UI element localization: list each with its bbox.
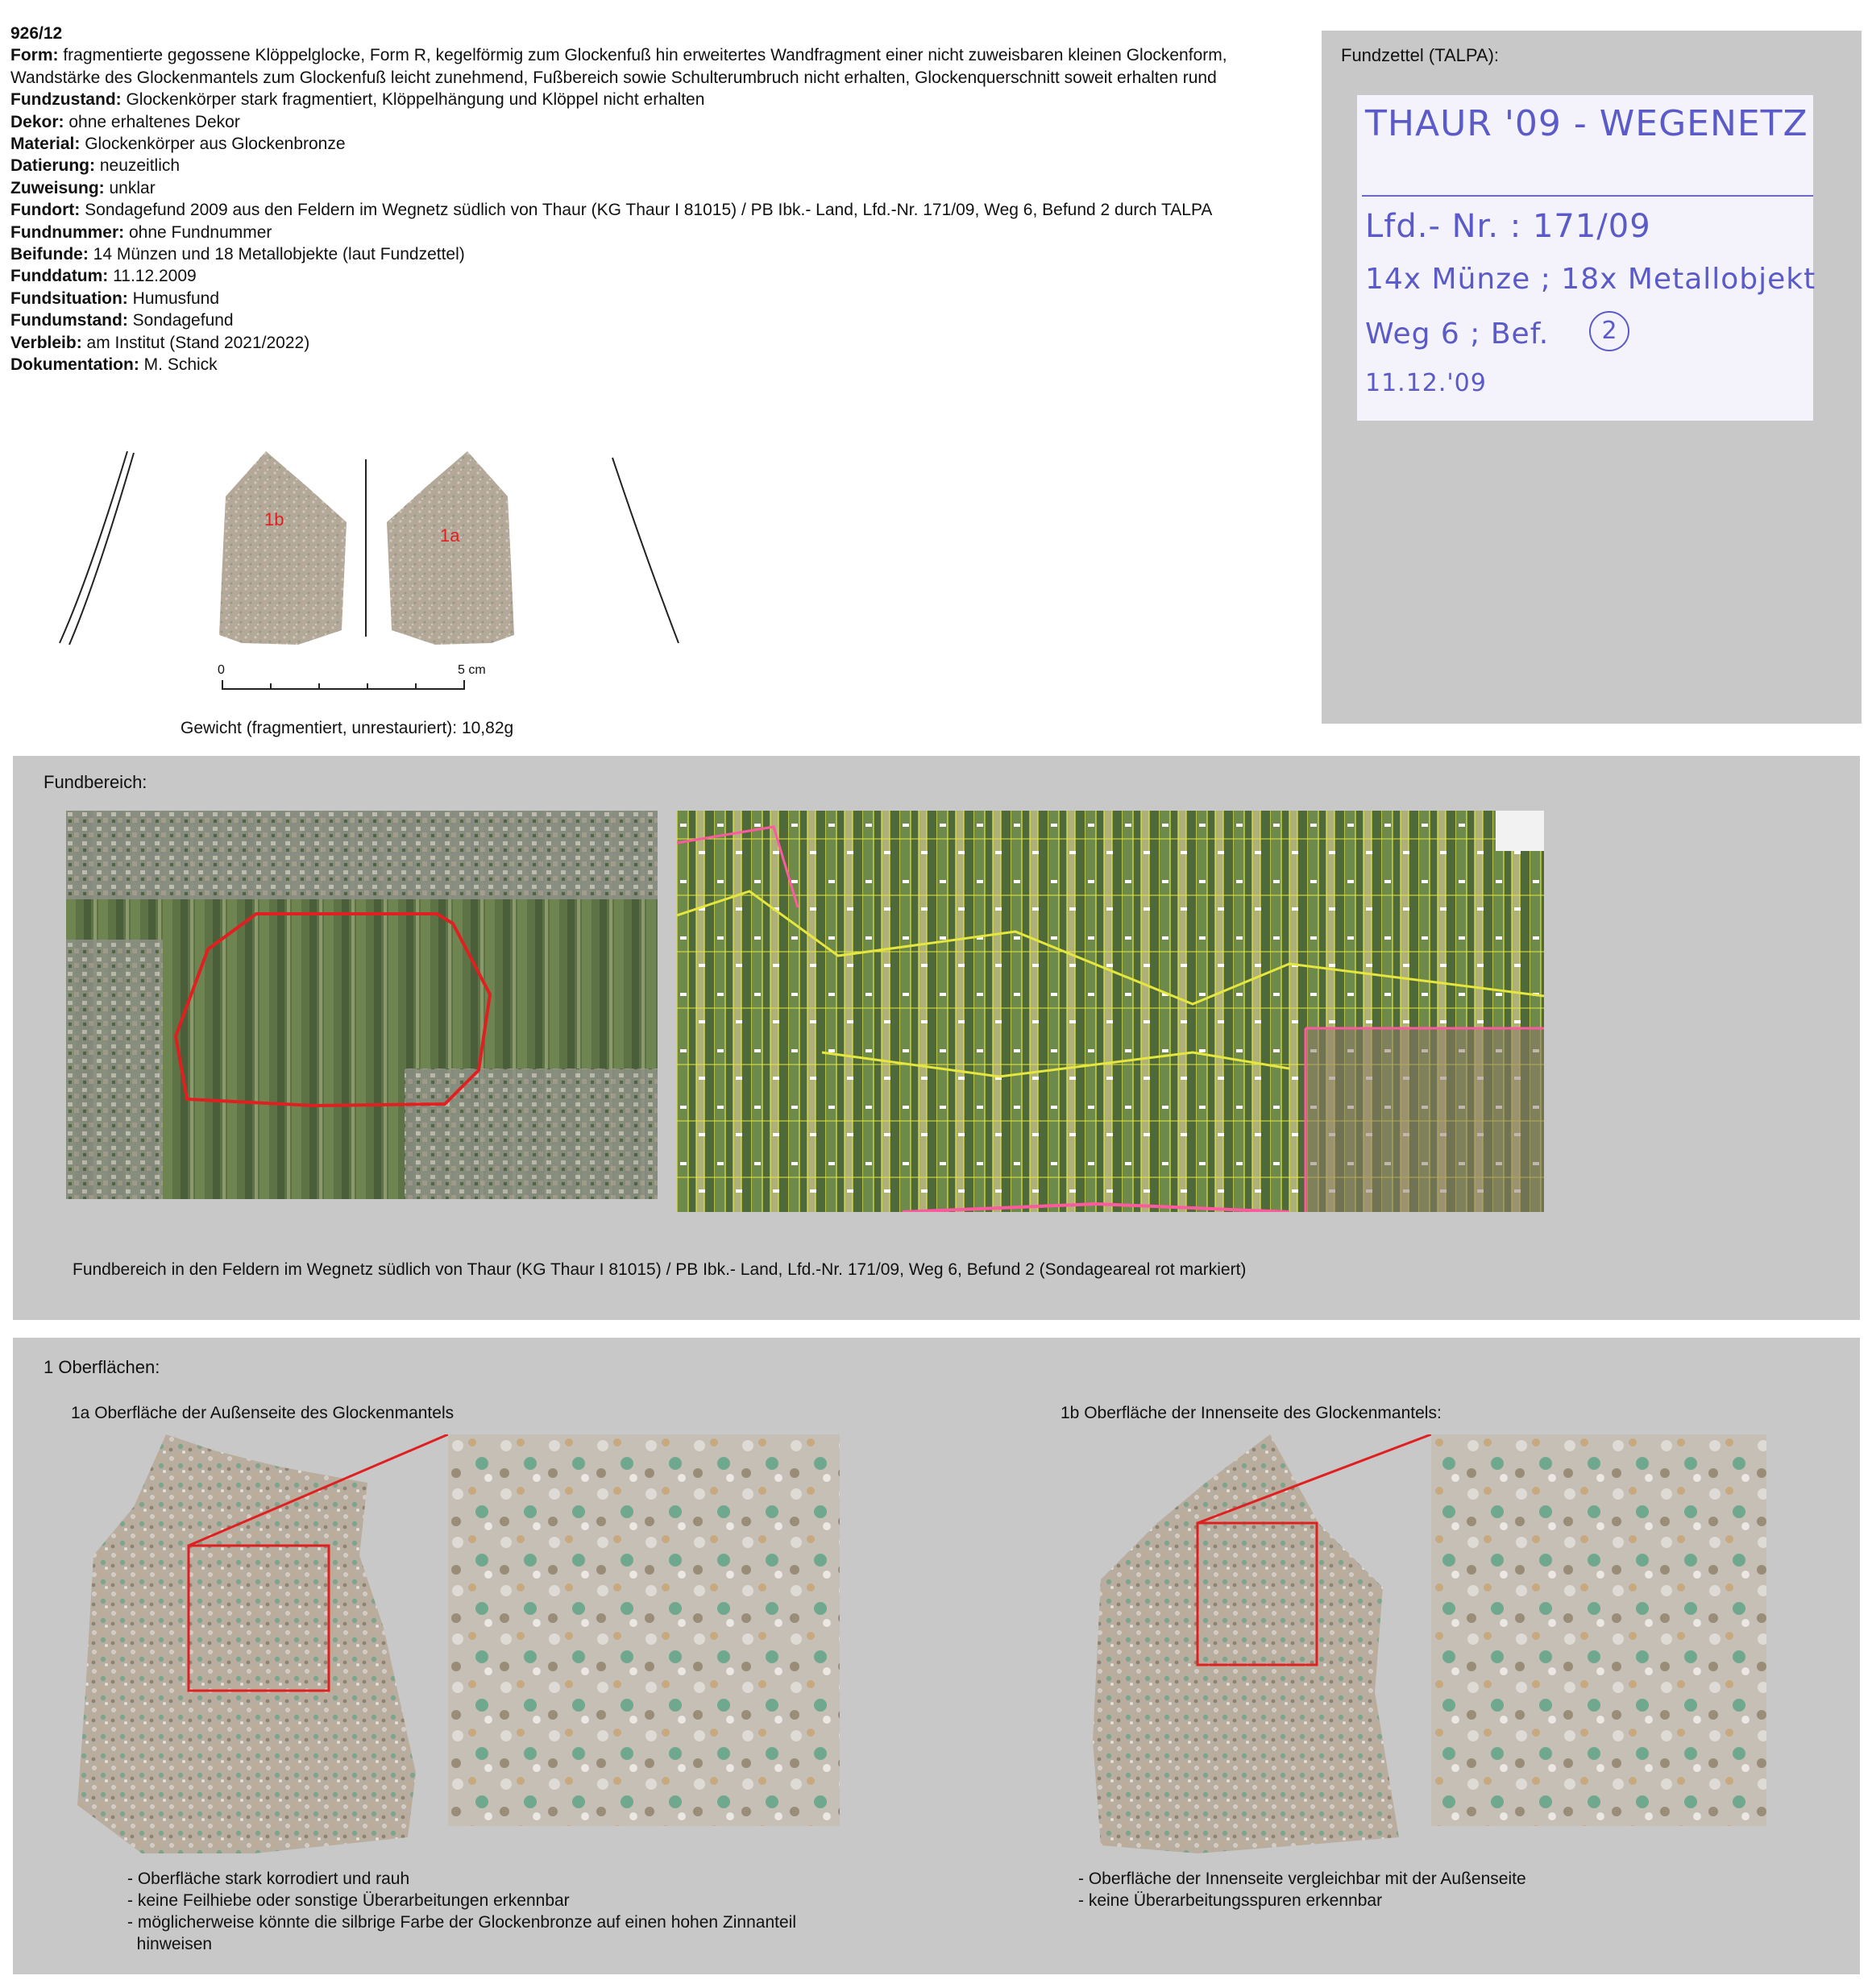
record-field-value: am Institut (Stand 2021/2022) bbox=[81, 333, 310, 352]
oberflaechen-label: 1 Oberflächen: bbox=[44, 1357, 160, 1377]
fundbereich-label: Fundbereich: bbox=[44, 772, 147, 792]
record-field-key: Verbleib: bbox=[10, 333, 82, 352]
fragment-photo-1a bbox=[387, 451, 514, 645]
label-1b: 1b bbox=[264, 509, 284, 529]
record-field-value: M. Schick bbox=[139, 355, 218, 375]
record-field-key: Fundnummer: bbox=[10, 222, 125, 242]
record-field bbox=[10, 265, 1235, 287]
surface-1a-note: - möglicherweise könnte die silbrige Farbe der Glockenbronze auf einen hohen Zinnanteil bbox=[127, 1913, 796, 1932]
record-field bbox=[10, 354, 1235, 376]
record-field bbox=[10, 155, 1235, 176]
record-field bbox=[10, 243, 1235, 265]
record-field-key: Fundzustand: bbox=[10, 90, 122, 110]
record-field-value: Glockenkörper aus Glockenbronze bbox=[80, 135, 346, 154]
record-field-value: Humusfund bbox=[127, 288, 220, 308]
record-field-value: Glockenkörper stark fragmentiert, Klöppelhängung und Klöppel nicht erhalten bbox=[121, 90, 705, 110]
surface-1b-fragment bbox=[1093, 1434, 1399, 1853]
scale-label-5cm: 5 cm bbox=[458, 663, 486, 677]
profile-line-left-inner bbox=[69, 453, 134, 645]
record-field-key: Zuweisung: bbox=[10, 178, 105, 197]
note-line-3: 14x Münze ; 18x Metallobjekt bbox=[1365, 263, 1816, 296]
fundbereich-panel bbox=[13, 756, 1860, 1320]
surface-images bbox=[13, 1434, 1860, 1870]
fundzettel-panel bbox=[1322, 31, 1862, 724]
record-field-key: Fundsituation: bbox=[10, 288, 128, 308]
fragment-drawing-svg bbox=[40, 442, 701, 741]
record-field-key: Form: bbox=[10, 46, 59, 65]
record-field bbox=[10, 133, 1235, 155]
fundzettel-note bbox=[1357, 95, 1816, 421]
record-field bbox=[10, 222, 1235, 243]
record-field-key: Material: bbox=[10, 135, 81, 154]
scale-label-0: 0 bbox=[218, 663, 225, 677]
note-circled-number: 2 bbox=[1589, 311, 1629, 351]
note-line-1: THAUR '09 - WEGENETZ bbox=[1365, 103, 1808, 144]
record-field-value: Sondagefund bbox=[127, 311, 234, 330]
surface-1b-zoom bbox=[1431, 1434, 1766, 1826]
record-field-value: ohne Fundnummer bbox=[124, 222, 272, 242]
record-field bbox=[10, 89, 1235, 110]
surface-1a-note: - keine Feilhiebe oder sonstige Überarbeitungen erkennbar bbox=[127, 1891, 570, 1910]
record-field-value: neuzeitlich bbox=[95, 156, 181, 176]
record-field bbox=[10, 332, 1235, 354]
record-field bbox=[10, 309, 1235, 331]
surface-1a-note: - Oberfläche stark korrodiert und rauh bbox=[127, 1870, 410, 1888]
record-id: 926/12 bbox=[10, 24, 63, 43]
surface-1a-zoom bbox=[448, 1434, 840, 1826]
surface-1b-title: 1b Oberfläche der Innenseite des Glockenmantels: bbox=[1061, 1404, 1442, 1422]
record-field-key: Fundort: bbox=[10, 201, 81, 220]
record-field-value: 11.12.2009 bbox=[108, 267, 197, 286]
record-field-value: Sondagefund 2009 aus den Feldern im Wegnetz südlich von Thaur (KG Thaur I 81015) / PB Ibk.- Land, Lfd.-Nr. 171/09, Weg 6, Befund 2 durch TALPA bbox=[80, 201, 1213, 220]
profile-line-left-outer bbox=[60, 451, 127, 643]
record-fields bbox=[10, 44, 1235, 376]
surface-1b-note: - Oberfläche der Innenseite vergleichbar mit der Außenseite bbox=[1078, 1870, 1526, 1888]
fragment-photo-1b bbox=[219, 451, 347, 645]
note-line-5: 11.12.'09 bbox=[1365, 369, 1487, 397]
fundbereich-caption: Fundbereich in den Feldern im Wegnetz südlich von Thaur (KG Thaur I 81015) / PB Ibk.- Land, Lfd.-Nr. 171/09, Weg 6, Befund 2 (Sondageareal rot markiert) bbox=[73, 1260, 1247, 1279]
record-field bbox=[10, 288, 1235, 309]
surface-1a-notes bbox=[127, 1868, 796, 1955]
fragment-drawing bbox=[40, 442, 701, 741]
surface-1b-note: - keine Überarbeitungsspuren erkennbar bbox=[1078, 1891, 1383, 1910]
record-field-value: 14 Münzen und 18 Metallobjekte (laut Fundzettel) bbox=[88, 245, 465, 264]
cadastral-map bbox=[677, 811, 1544, 1212]
oberflaechen-panel bbox=[13, 1338, 1860, 1974]
surface-1a-title: 1a Oberfläche der Außenseite des Glockenmantels bbox=[71, 1404, 455, 1422]
fundzettel-title: Fundzettel (TALPA): bbox=[1341, 45, 1500, 65]
surface-1a-note: hinweisen bbox=[127, 1935, 213, 1953]
note-line-4: Weg 6 ; Bef. bbox=[1365, 317, 1550, 351]
surface-1a-fragment bbox=[77, 1434, 416, 1853]
label-1a: 1a bbox=[440, 525, 460, 546]
record-field bbox=[10, 199, 1235, 221]
record-field-key: Datierung: bbox=[10, 156, 95, 176]
find-record bbox=[10, 23, 1235, 376]
surface-1b-notes bbox=[1078, 1868, 1526, 1911]
aerial-map bbox=[66, 811, 658, 1199]
record-field-key: Dokumentation: bbox=[10, 355, 139, 375]
record-field-key: Beifunde: bbox=[10, 245, 89, 264]
record-field-key: Funddatum: bbox=[10, 267, 109, 286]
record-field-key: Dekor: bbox=[10, 112, 64, 131]
record-field bbox=[10, 177, 1235, 199]
record-field-value: ohne erhaltenes Dekor bbox=[64, 112, 240, 131]
record-field bbox=[10, 111, 1235, 133]
record-field-value: fragmentierte gegossene Klöppelglocke, Form R, kegelförmig zum Glockenfuß hin erweitertes Wandfragment einer nicht zuweisbaren kleinen Glockenform, Wandstärke des Glockenmantels zum Glockenfuß leicht zunehmend, Fußbereich sowie Schulterumbruch nicht erhalten, Glockenquerschnitt soweit erhalten rund bbox=[10, 46, 1227, 87]
record-field-key: Fundumstand: bbox=[10, 311, 128, 330]
record-field-value: unklar bbox=[104, 178, 156, 197]
profile-line-right bbox=[612, 458, 679, 643]
note-rule bbox=[1362, 195, 1813, 197]
weight-text: Gewicht (fragmentiert, unrestauriert): 10,82g bbox=[181, 719, 514, 737]
record-field bbox=[10, 44, 1235, 89]
note-line-2: Lfd.- Nr. : 171/09 bbox=[1365, 208, 1651, 245]
